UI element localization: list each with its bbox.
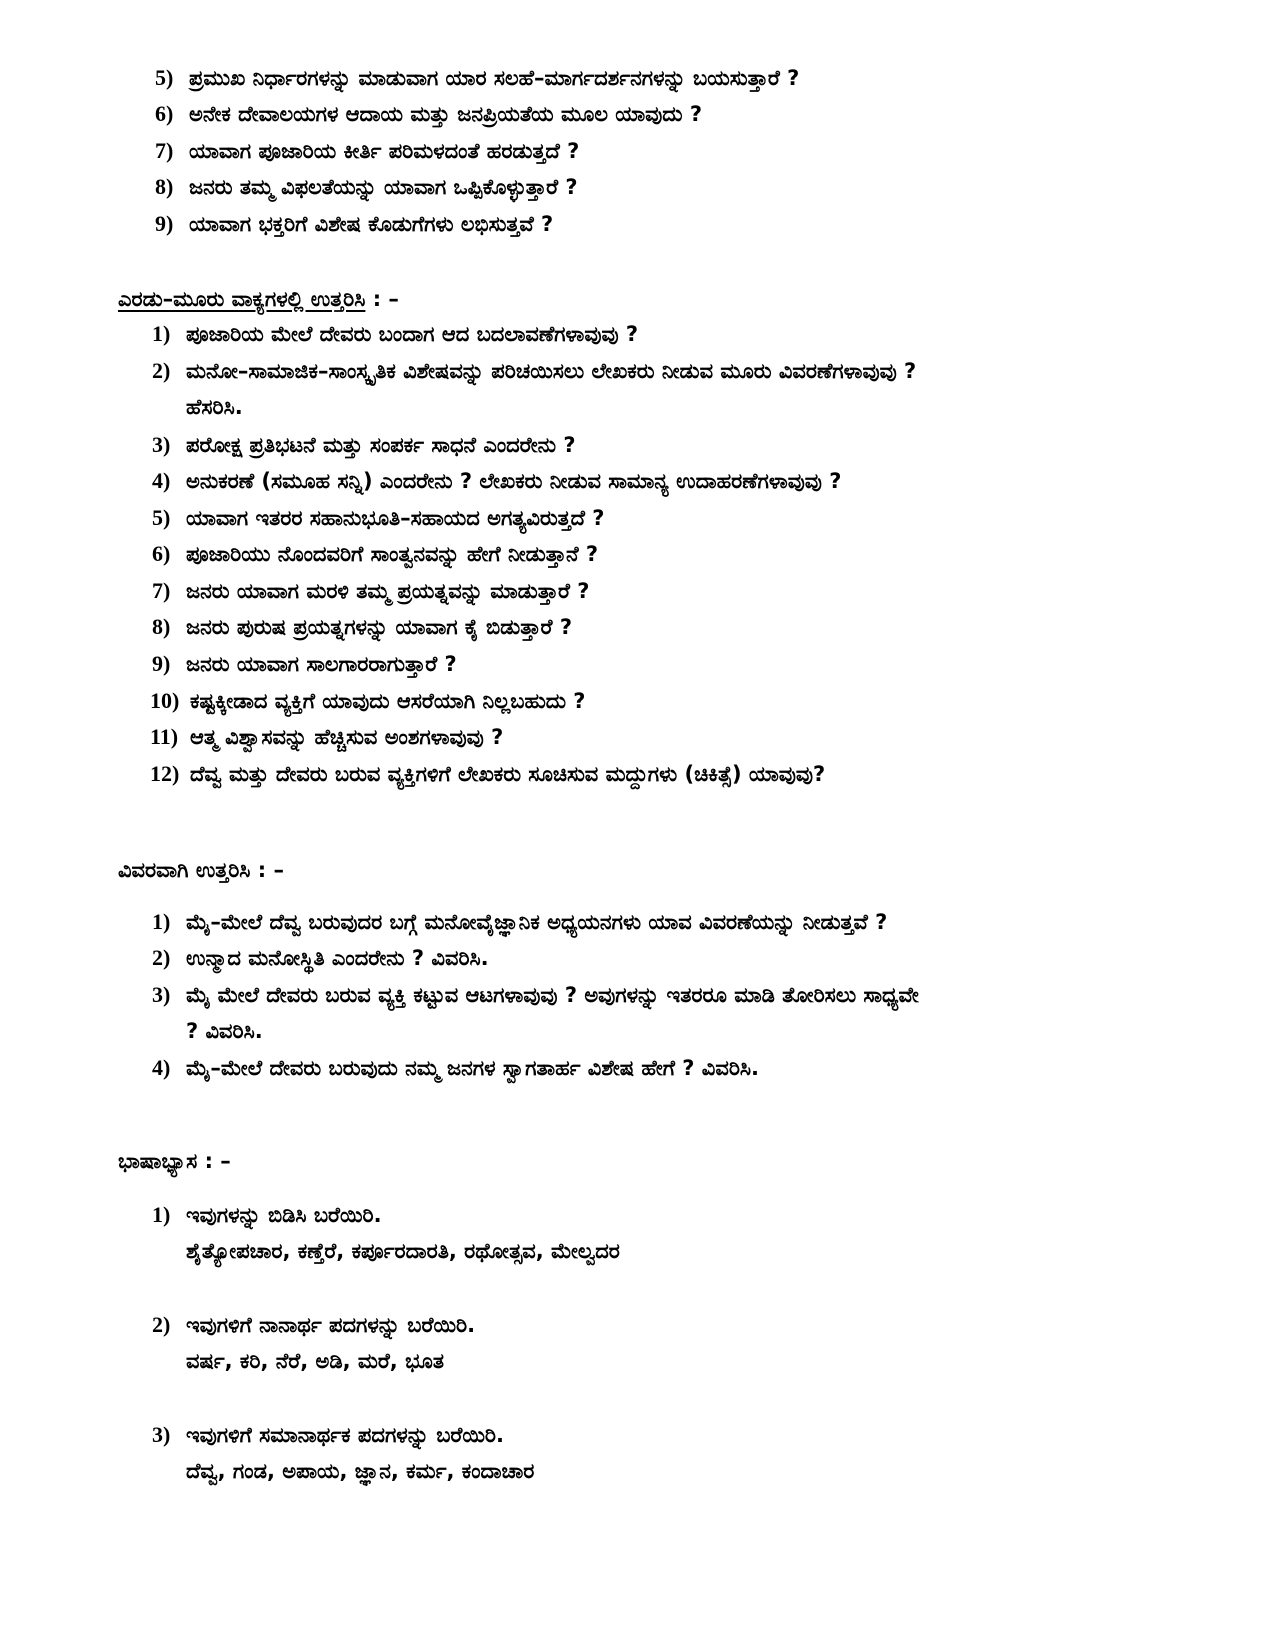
- question-text: ಪೂಜಾರಿಯ ಮೇಲೆ ದೇವರು ಬಂದಾಗ ಆದ ಬದಲಾವಣೆಗಳಾವುವು ?: [186, 322, 639, 346]
- exercise-number: 2): [152, 1312, 171, 1337]
- question-number: 12): [150, 761, 180, 786]
- question-text: ಆತ್ಮ ವಿಶ್ವಾಸವನ್ನು ಹೆಚ್ಚಿಸುವ ಅಂಶಗಳಾವುವು ?: [190, 725, 504, 749]
- question-text: ಪೂಜಾರಿಯು ನೊಂದವರಿಗೆ ಸಾಂತ್ವನವನ್ನು ಹೇಗೆ ನೀಡುತ್ತಾನೆ ?: [186, 542, 599, 566]
- exercise-item: [152, 1421, 504, 1449]
- question-number: 1): [152, 909, 171, 934]
- question-continuation: ? ವಿವರಿಸಿ.: [186, 1019, 263, 1043]
- exercise-item: [152, 1201, 382, 1229]
- question-item: [152, 981, 919, 1009]
- question-text: ಮೈ ಮೇಲೆ ದೇವರು ಬರುವ ವ್ಯಕ್ತಿ ಕಟ್ಟುವ ಆಟಗಳಾವುವು ? ಅವುಗಳನ್ನು ಇತರರೂ ಮಾಡಿ ತೋರಿಸಲು ಸಾಧ್ಯವೇ: [186, 983, 919, 1007]
- question-number: 3): [152, 982, 171, 1007]
- question-item: [155, 64, 799, 92]
- exercise-number: 1): [152, 1202, 171, 1227]
- question-item: [155, 100, 702, 128]
- question-item: [155, 210, 553, 238]
- question-number: 2): [152, 358, 171, 383]
- question-continuation: ಹೆಸರಿಸಿ.: [186, 395, 243, 419]
- question-text: ಯಾವಾಗ ಪೂಜಾರಿಯ ಕೀರ್ತಿ ಪರಿಮಳದಂತೆ ಹರಡುತ್ತದೆ ?: [189, 139, 580, 163]
- question-item: [152, 431, 576, 459]
- question-text: ಯಾವಾಗ ಇತರರ ಸಹಾನುಭೂತಿ–ಸಹಾಯದ ಅಗತ್ಯವಿರುತ್ತದೆ ?: [186, 506, 605, 530]
- question-item: [152, 320, 638, 348]
- section-heading-language: ಭಾಷಾಭ್ಯಾಸ : –: [118, 1149, 231, 1173]
- question-number: 3): [152, 432, 171, 457]
- question-number: 5): [152, 505, 171, 530]
- question-item: [155, 173, 578, 201]
- question-text: ಜನರು ಯಾವಾಗ ಸಾಲಗಾರರಾಗುತ್ತಾರೆ ?: [186, 652, 457, 676]
- question-item: [150, 687, 586, 715]
- question-number: 11): [150, 724, 179, 749]
- question-item: [152, 908, 887, 936]
- question-number: 4): [152, 1055, 171, 1080]
- question-number: 2): [152, 945, 171, 970]
- question-number: 7): [152, 578, 171, 603]
- exercise-text: ಇವುಗಳಿಗೆ ಸಮಾನಾರ್ಥಕ ಪದಗಳನ್ನು ಬರೆಯಿರಿ.: [186, 1423, 504, 1447]
- question-item: [152, 944, 489, 972]
- section-heading-text: ಎರಡು–ಮೂರು ವಾಕ್ಯಗಳಲ್ಲಿ ಉತ್ತರಿಸಿ: [118, 287, 366, 311]
- question-number: 8): [155, 174, 174, 199]
- question-number: 9): [152, 651, 171, 676]
- question-item: [152, 613, 572, 641]
- question-text: ಅನೇಕ ದೇವಾಲಯಗಳ ಆದಾಯ ಮತ್ತು ಜನಪ್ರಿಯತೆಯ ಮೂಲ ಯಾವುದು ?: [189, 102, 703, 126]
- question-number: 6): [152, 541, 171, 566]
- question-text: ಮನೋ–ಸಾಮಾಜಿಕ–ಸಾಂಸ್ಕೃತಿಕ ವಿಶೇಷವನ್ನು ಪರಿಚಯಿಸಲು ಲೇಖಕರು ನೀಡುವ ಮೂರು ವಿವರಣೆಗಳಾವುವು ?: [186, 359, 917, 383]
- exercise-words: ವರ್ಷ, ಕರಿ, ನೆರೆ, ಅಡಿ, ಮರೆ, ಭೂತ: [186, 1349, 444, 1373]
- question-text: ಜನರು ಯಾವಾಗ ಮರಳಿ ತಮ್ಮ ಪ್ರಯತ್ನವನ್ನು ಮಾಡುತ್ತಾರೆ ?: [186, 579, 590, 603]
- question-item: [152, 650, 457, 678]
- question-number: 5): [155, 65, 174, 90]
- question-item: [155, 137, 579, 165]
- exercise-words: ದೆವ್ವ, ಗಂಡ, ಅಪಾಯ, ಜ್ಞಾನ, ಕರ್ಮ, ಕಂದಾಚಾರ: [186, 1459, 535, 1483]
- question-text: ಪ್ರಮುಖ ನಿರ್ಧಾರಗಳನ್ನು ಮಾಡುವಾಗ ಯಾರ ಸಲಹೆ–ಮಾರ್ಗದರ್ಶನಗಳನ್ನು ಬಯಸುತ್ತಾರೆ ?: [189, 66, 800, 90]
- question-number: 1): [152, 321, 171, 346]
- exercise-number: 3): [152, 1422, 171, 1447]
- question-text: ದೆವ್ವ ಮತ್ತು ದೇವರು ಬರುವ ವ್ಯಕ್ತಿಗಳಿಗೆ ಲೇಖಕರು ಸೂಚಿಸುವ ಮದ್ದುಗಳು (ಚಿಕಿತ್ಸೆ) ಯಾವುವು?: [190, 762, 826, 786]
- exercise-text: ಇವುಗಳಿಗೆ ನಾನಾರ್ಥ ಪದಗಳನ್ನು ಬರೆಯಿರಿ.: [186, 1313, 476, 1337]
- section-heading-suffix: : –: [365, 287, 399, 311]
- section-heading-short: [118, 285, 399, 313]
- exercise-words: ಶೈತ್ಯೋಪಚಾರ, ಕಣ್ತೆರೆ, ಕರ್ಪೂರದಾರತಿ, ರಥೋತ್ಸವ, ಮೇಲ್ವದರ: [186, 1239, 620, 1263]
- question-item: [150, 723, 503, 751]
- question-text: ಕಷ್ಟಕ್ಕೀಡಾದ ವ್ಯಕ್ತಿಗೆ ಯಾವುದು ಆಸರೆಯಾಗಿ ನಿಲ್ಲಬಹುದು ?: [190, 689, 586, 713]
- question-item: [152, 467, 841, 495]
- question-item: [150, 760, 825, 788]
- question-item: [152, 357, 916, 385]
- question-item: [152, 540, 598, 568]
- question-number: 10): [150, 688, 180, 713]
- question-number: 6): [155, 101, 174, 126]
- exercise-item: [152, 1311, 475, 1339]
- exercise-text: ಇವುಗಳನ್ನು ಬಿಡಿಸಿ ಬರೆಯಿರಿ.: [186, 1203, 382, 1227]
- question-item: [152, 504, 604, 532]
- question-text: ಯಾವಾಗ ಭಕ್ತರಿಗೆ ವಿಶೇಷ ಕೊಡುಗೆಗಳು ಲಭಿಸುತ್ತವೆ ?: [189, 212, 554, 236]
- question-text: ಜನರು ಪುರುಷ ಪ್ರಯತ್ನಗಳನ್ನು ಯಾವಾಗ ಕೈ ಬಿಡುತ್ತಾರೆ ?: [186, 615, 572, 639]
- question-item: [152, 577, 590, 605]
- question-text: ಅನುಕರಣೆ (ಸಮೂಹ ಸನ್ನಿ) ಎಂದರೇನು ? ಲೇಖಕರು ನೀಡುವ ಸಾಮಾನ್ಯ ಉದಾಹರಣೆಗಳಾವುವು ?: [186, 469, 842, 493]
- question-text: ಪರೋಕ್ಷ ಪ್ರತಿಭಟನೆ ಮತ್ತು ಸಂಪರ್ಕ ಸಾಧನೆ ಎಂದರೇನು ?: [186, 433, 576, 457]
- question-number: 4): [152, 468, 171, 493]
- question-number: 7): [155, 138, 174, 163]
- question-text: ಉನ್ಮಾದ ಮನೋಸ್ಥಿತಿ ಎಂದರೇನು ? ವಿವರಿಸಿ.: [186, 946, 489, 970]
- question-number: 8): [152, 614, 171, 639]
- section-heading-long: ವಿವರವಾಗಿ ಉತ್ತರಿಸಿ : –: [118, 858, 284, 882]
- question-item: [152, 1054, 759, 1082]
- question-text: ಜನರು ತಮ್ಮ ವಿಫಲತೆಯನ್ನು ಯಾವಾಗ ಒಪ್ಪಿಕೊಳ್ಳುತ್ತಾರೆ ?: [189, 175, 578, 199]
- question-text: ಮೈ–ಮೇಲೆ ದೇವರು ಬರುವುದು ನಮ್ಮ ಜನಗಳ ಸ್ವಾಗತಾರ್ಹ ವಿಶೇಷ ಹೇಗೆ ? ವಿವರಿಸಿ.: [186, 1056, 760, 1080]
- question-number: 9): [155, 211, 174, 236]
- question-text: ಮೈ–ಮೇಲೆ ದೆವ್ವ ಬರುವುದರ ಬಗ್ಗೆ ಮನೋವೈಜ್ಞಾನಿಕ ಅಧ್ಯಯನಗಳು ಯಾವ ವಿವರಣೆಯನ್ನು ನೀಡುತ್ತವೆ ?: [186, 910, 888, 934]
